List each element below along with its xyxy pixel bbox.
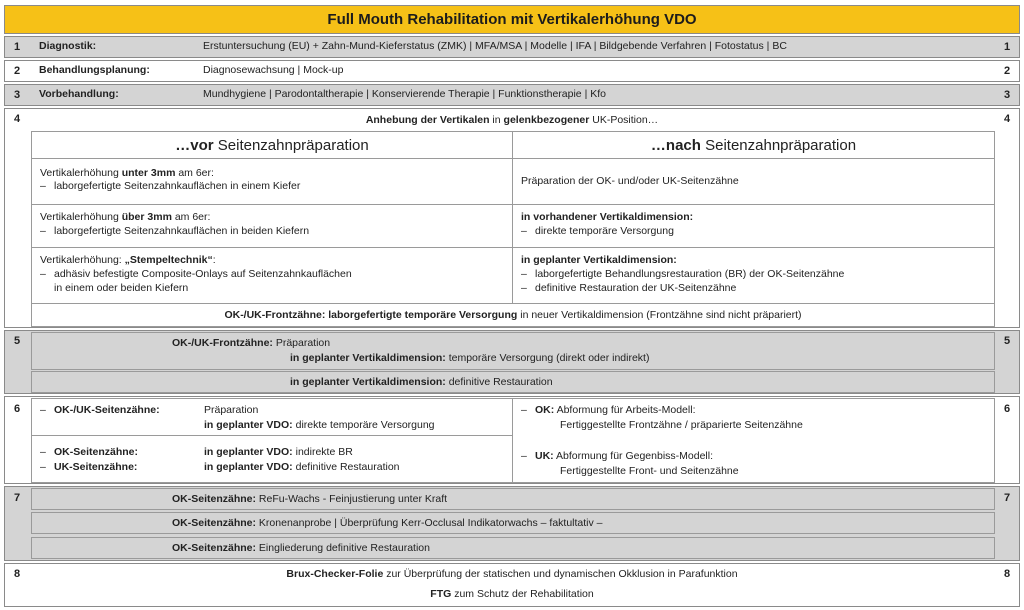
row-number-left: 8 xyxy=(13,568,21,580)
document-title: Full Mouth Rehabilitation mit Vertikalerhöhung VDO xyxy=(4,5,1020,34)
cell-ok-uk-seitenzaehne-vdo: – OK-Seitenzähne: in geplanter VDO: indirekte BR – UK-Seitenzähne: in geplanter VDO: definitive Restauration xyxy=(31,435,513,483)
row-number-right: 4 xyxy=(1003,113,1011,125)
header-vor: …vor Seitenzahnpräparation xyxy=(31,131,513,159)
cell-stempeltechnik: Vertikalerhöhung: „Stempeltechnik“: – adhäsiv befestigte Composite-Onlays auf Seitenzahnkauflächen in einem oder beiden Kiefern xyxy=(31,247,513,304)
row-number-left: 4 xyxy=(13,113,21,125)
cell-unter-3mm: Vertikalerhöhung unter 3mm am 6er: – laborgefertigte Seitenzahnkauflächen in einem Kiefer xyxy=(31,158,513,205)
row-7-ok-seitenzaehne xyxy=(4,486,1020,561)
row-number-left: 6 xyxy=(13,403,21,415)
row-content: Erstuntersuchung (EU) + Zahn-Mund-Kieferstatus (ZMK) | MFA/MSA | Modelle | IFA | Bildgebende Verfahren | Fotostatus | BC xyxy=(203,40,787,52)
row-number-left: 1 xyxy=(13,41,21,53)
cell-geplante-vertikaldimension: in geplanter Vertikaldimension: – laborgefertigte Behandlungsrestauration (BR) der OK-Seitenzähne – definitive Restauration der UK-Seitenzähne xyxy=(512,247,995,304)
row-1-diagnostik xyxy=(4,36,1020,58)
header-nach: …nach Seitenzahnpräparation xyxy=(512,131,995,159)
cell-praeparation-seitenzaehne: Präparation der OK- und/oder UK-Seitenzähne xyxy=(512,158,995,205)
row-number-left: 2 xyxy=(13,65,21,77)
brux-checker-text: Brux-Checker-Folie zur Überprüfung der statischen und dynamischen Okklusion in Parafunktion xyxy=(286,568,738,580)
cell-abformungen: – OK: Abformung für Arbeits-Modell: Fertiggestellte Frontzähne / präparierte Seitenzähne – UK: Abformung für Gegenbiss-Modell: Fertiggestellte Front- und Seitenzähne xyxy=(512,398,995,483)
row-number-right: 5 xyxy=(1003,335,1011,347)
row-6-seitenzaehne xyxy=(4,396,1020,484)
row-number-right: 2 xyxy=(1003,65,1011,77)
cell-ok-uk-seitenzaehne: – OK-/UK-Seitenzähne: Präparation in geplanter VDO: direkte temporäre Versorgung xyxy=(31,398,513,436)
row-number-right: 3 xyxy=(1003,89,1011,101)
row-2-behandlungsplanung xyxy=(4,60,1020,82)
row-number-right: 7 xyxy=(1003,492,1011,504)
row-label: Vorbehandlung: xyxy=(39,88,119,100)
row-label: Diagnostik: xyxy=(39,40,97,52)
cell-vorhandene-vertikaldimension: in vorhandener Vertikaldimension: – direkte temporäre Versorgung xyxy=(512,204,995,248)
cell-frontzaehne-praeparation: OK-/UK-Frontzähne: Präparation in geplanter Vertikaldimension: temporäre Versorgung (direkt oder indirekt) xyxy=(31,332,995,370)
row-number-left: 7 xyxy=(13,492,21,504)
row-4-anhebung xyxy=(4,108,1020,328)
row-number-right: 1 xyxy=(1003,41,1011,53)
row-label: Behandlungsplanung: xyxy=(39,64,150,76)
cell-eingliederung: OK-Seitenzähne: Eingliederung definitive Restauration xyxy=(31,537,995,559)
row-4-intro: Anhebung der Vertikalen in gelenkbezogener UK-Position… xyxy=(365,114,659,126)
cell-refu-wachs: OK-Seitenzähne: ReFu-Wachs - Feinjustierung unter Kraft xyxy=(31,488,995,510)
ftg-text: FTG zum Schutz der Rehabilitation xyxy=(430,588,594,600)
row-number-left: 3 xyxy=(13,89,21,101)
row-number-right: 6 xyxy=(1003,403,1011,415)
row-content: Mundhygiene | Parodontaltherapie | Konservierende Therapie | Funktionstherapie | Kfo xyxy=(203,88,606,100)
row-3-vorbehandlung xyxy=(4,84,1020,106)
row-content: Diagnosewachsung | Mock-up xyxy=(203,64,344,76)
cell-frontzaehne-temporaer: OK-/UK-Frontzähne: laborgefertigte temporäre Versorgung in neuer Vertikaldimension (Frontzähne sind nicht präpariert) xyxy=(31,303,995,327)
cell-frontzaehne-definitiv: in geplanter Vertikaldimension: definitive Restauration xyxy=(31,371,995,393)
row-8-brux-checker xyxy=(4,563,1020,607)
cell-ueber-3mm: Vertikalerhöhung über 3mm am 6er: – laborgefertigte Seitenzahnkauflächen in beiden Kiefern xyxy=(31,204,513,248)
row-5-frontzaehne xyxy=(4,330,1020,394)
row-number-left: 5 xyxy=(13,335,21,347)
row-number-right: 8 xyxy=(1003,568,1011,580)
cell-kronenanprobe: OK-Seitenzähne: Kronenanprobe | Überprüfung Kerr-Occlusal Indikatorwachs – faktultativ – xyxy=(31,512,995,534)
